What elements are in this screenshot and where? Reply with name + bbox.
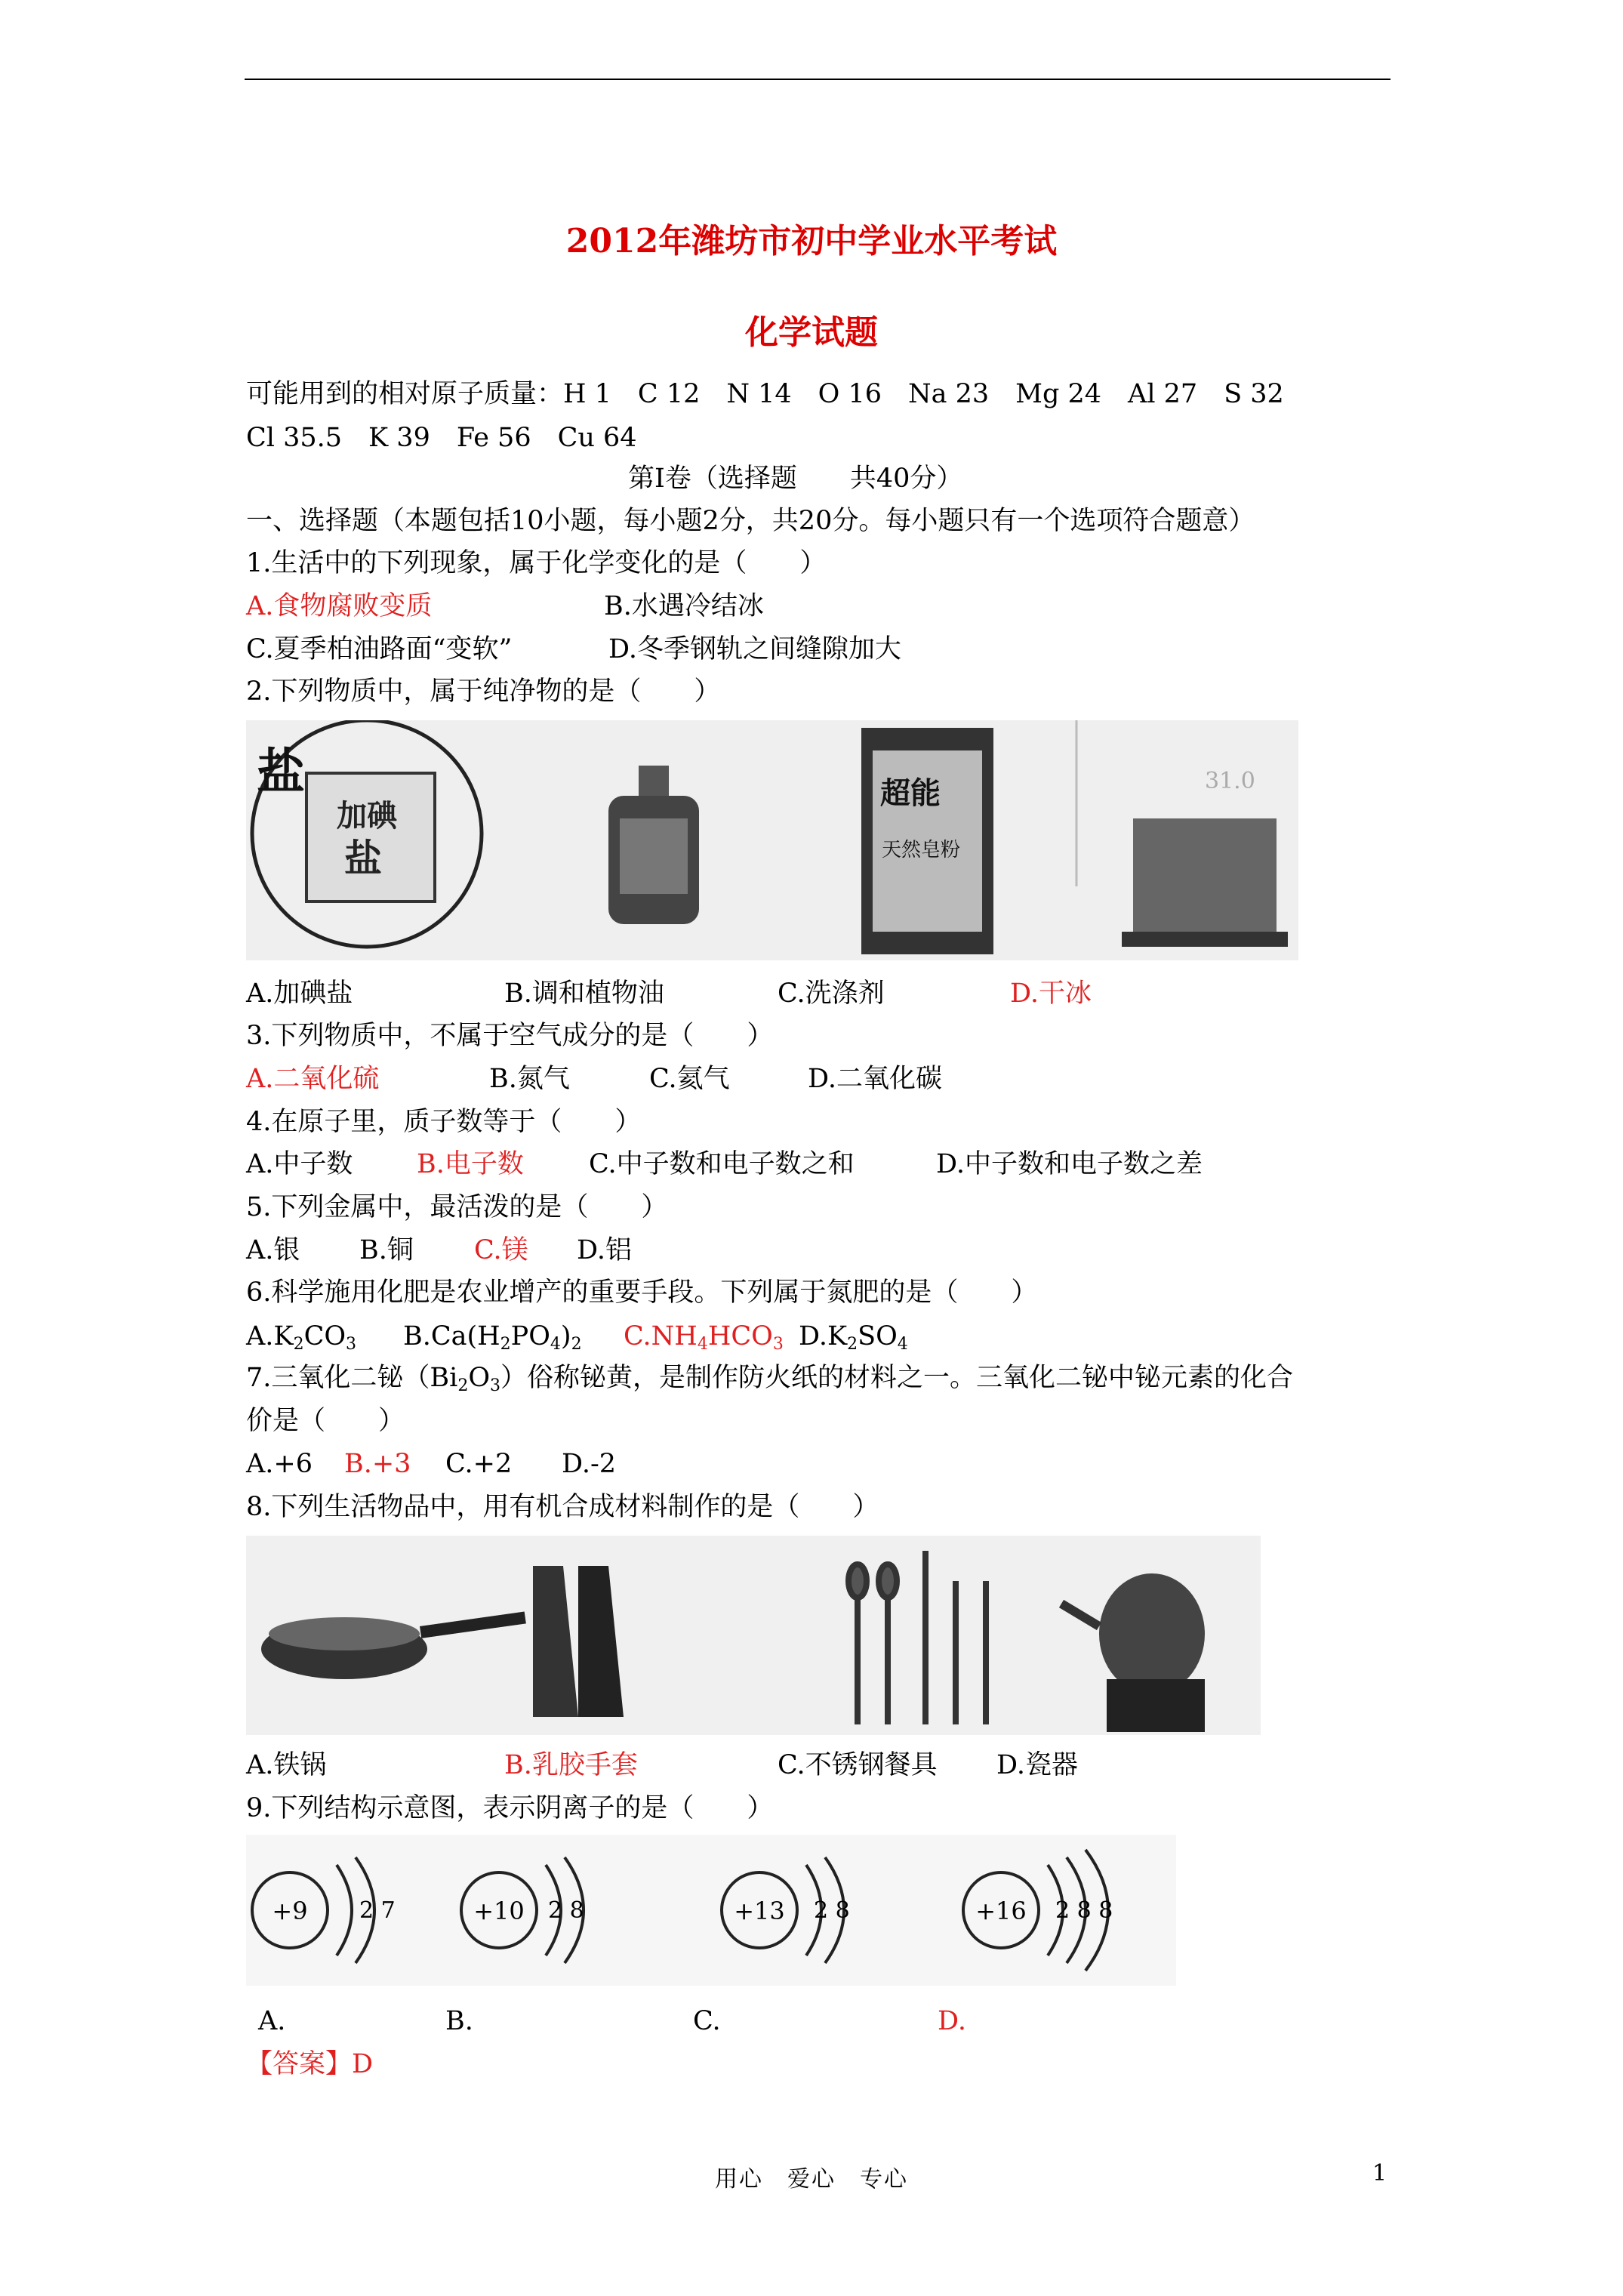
q9-atom-diagrams: [246, 1835, 1176, 1986]
svg-text:2 8 8: 2 8 8: [1055, 1897, 1113, 1924]
atomic-masses-line-2: Cl 35.5 K 39 Fe 56 Cu 64: [246, 423, 637, 453]
atom-diagram-c: [722, 1857, 850, 1963]
q4-option-a: A.中子数: [246, 1149, 353, 1179]
header-rule: [245, 79, 1390, 80]
q4-stem: 4.在原子里，质子数等于（ ）: [246, 1107, 642, 1137]
q6-option-a: $A.K_2CO_3$: [246, 1321, 357, 1354]
q7-option-a: A.+6: [246, 1449, 313, 1479]
q7-stem-1: 7.三氧化二铋$(Bi_2O_3)$俗称铋黄，是制作防火纸的材料之一。三氧化二铋中铋元素的化合: [246, 1363, 1294, 1395]
exam-subtitle: 化学试题: [745, 313, 878, 352]
q2-option-b: B.调和植物油: [504, 978, 664, 1009]
q9-answer: [246, 2049, 373, 2079]
svg-text:盐: 盐: [257, 744, 305, 800]
q7-option-c: C.+2: [445, 1449, 513, 1479]
page-number: 1: [1372, 2160, 1387, 2187]
q6-option-b: $B.Ca(H_2PO_4)_2$: [403, 1321, 582, 1354]
q9-option-a: A.: [258, 2006, 286, 2036]
q2-stem: 2.下列物质中，属于纯净物的是（ ）: [246, 676, 721, 707]
q6-option-d: $D.K_2SO_4$: [799, 1321, 908, 1354]
svg-text:2 8: 2 8: [548, 1897, 584, 1924]
q4-option-d: D.中子数和电子数之差: [936, 1149, 1203, 1179]
rubber-gloves-icon: [533, 1566, 624, 1717]
q9-stem: 9.下列结构示意图，表示阴离子的是（ ）: [246, 1793, 774, 1823]
q3-option-d: D.二氧化碳: [808, 1064, 942, 1094]
q1-option-a: A.食物腐败变质: [246, 591, 433, 621]
atom-diagram-d: [963, 1850, 1113, 1971]
answer-value: D: [352, 2049, 374, 2079]
svg-text:31.0: 31.0: [1205, 768, 1255, 794]
q1-stem: 1.生活中的下列现象，属于化学变化的是（ ）: [246, 548, 827, 578]
q8-option-d: D.瓷器: [996, 1750, 1078, 1780]
q7-stem-2: 价是（ ）: [246, 1406, 405, 1436]
svg-text:+9: +9: [272, 1897, 308, 1925]
q9-option-c: C.: [693, 2006, 721, 2036]
dry-ice-block-icon: [1133, 818, 1277, 947]
q9-option-b: B.: [445, 2006, 473, 2036]
q5-option-b: B.铜: [359, 1235, 414, 1265]
section-title: 第Ⅰ卷（选择题 共40分）: [628, 464, 963, 494]
q8-option-a: A.铁锅: [246, 1750, 327, 1780]
q6-stem: 6.科学施用化肥是农业增产的重要手段。下列属于氮肥的是（ ）: [246, 1277, 1038, 1308]
q8-option-c: C.不锈钢餐具: [778, 1750, 938, 1780]
q9-option-d: D.: [938, 2006, 966, 2036]
q5-option-c: C.镁: [474, 1235, 528, 1265]
atom-diagram-b: [461, 1857, 584, 1963]
svg-text:+10: +10: [473, 1897, 525, 1925]
q8-option-b: B.乳胶手套: [504, 1750, 638, 1780]
svg-text:超能: 超能: [880, 775, 941, 811]
q1-option-c: C.夏季柏油路面“变软”: [246, 634, 513, 664]
q8-stem: 8.下列生活物品中，用有机合成材料制作的是（ ）: [246, 1492, 879, 1522]
q8-item-photos: [246, 1536, 1261, 1735]
svg-text:天然皂粉: 天然皂粉: [882, 839, 961, 861]
q4-option-b: B.电子数: [417, 1149, 524, 1179]
q2-option-d: D.干冰: [1010, 978, 1092, 1009]
q2-option-c: C.洗涤剂: [778, 978, 885, 1009]
q2-option-a: A.加碘盐: [246, 978, 353, 1009]
section-intro: 一、选择题（本题包括10小题，每小题2分，共20分。每小题只有一个选项符合题意）: [246, 506, 1255, 536]
q1-option-b: B.水遇冷结冰: [604, 591, 764, 621]
q2-photo-strip: [246, 720, 1298, 960]
q5-option-a: A.银: [246, 1235, 300, 1265]
q9-diagram-strip: [246, 1835, 1176, 1986]
atom-diagram-a: [252, 1857, 396, 1963]
atomic-masses-line-1: 可能用到的相对原子质量：H 1 C 12 N 14 O 16 Na 23 Mg 24 Al 27 S 32: [246, 379, 1284, 409]
q3-option-b: B.氮气: [489, 1064, 570, 1094]
q3-option-c: C.氦气: [649, 1064, 730, 1094]
q8-photo-strip: [246, 1536, 1261, 1735]
q2-product-photos: [246, 720, 1298, 960]
page-footer: 用心 爱心 专心: [715, 2166, 908, 2193]
q5-stem: 5.下列金属中，最活泼的是（ ）: [246, 1192, 668, 1222]
svg-text:2 7: 2 7: [359, 1897, 396, 1924]
q7-option-b: B.+3: [344, 1449, 411, 1479]
svg-text:+16: +16: [975, 1897, 1027, 1925]
svg-text:加碘: 加碘: [337, 798, 397, 834]
svg-text:+13: +13: [734, 1897, 785, 1925]
svg-text:盐: 盐: [344, 836, 382, 880]
q1-option-d: D.冬季钢轨之间缝隙加大: [608, 634, 901, 664]
svg-text:2 8: 2 8: [814, 1897, 850, 1924]
q7-option-d: D.-2: [562, 1449, 617, 1479]
q4-option-c: C.中子数和电子数之和: [589, 1149, 855, 1179]
detergent-bag-icon: [861, 728, 993, 954]
q5-option-d: D.铝: [577, 1235, 632, 1265]
answer-label: 【答案】: [246, 2049, 353, 2079]
q3-stem: 3.下列物质中，不属于空气成分的是（ ）: [246, 1021, 774, 1051]
exam-title: 2012年潍坊市初中学业水平考试: [565, 222, 1058, 260]
q6-option-c: $C.NH_4HCO_3$: [624, 1321, 784, 1354]
q3-option-a: A.二氧化硫: [246, 1064, 380, 1094]
